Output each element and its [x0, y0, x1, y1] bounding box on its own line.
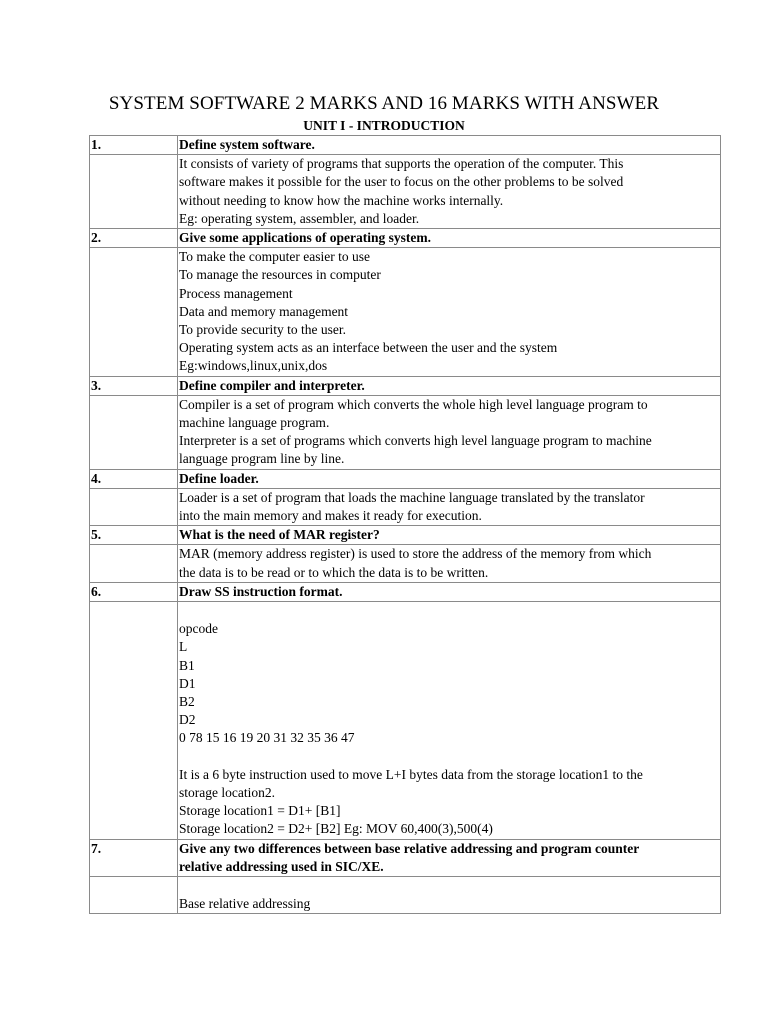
- question-text: Define loader.: [178, 469, 721, 488]
- answer-cell: [178, 602, 721, 840]
- answer-line: Process management: [179, 285, 293, 301]
- answer-line: To provide security to the user.: [179, 322, 347, 338]
- question-row: [90, 582, 721, 601]
- question-row: [90, 526, 721, 545]
- document-title: SYSTEM SOFTWARE 2 MARKS AND 16 MARKS WITH ANSWER: [108, 93, 660, 114]
- bit-positions: 0 78 15 16 19 20 31 32 35 36 47: [179, 730, 355, 746]
- answer-line: It is a 6 byte instruction used to move L+I bytes data from the storage location1 to the: [179, 766, 643, 782]
- answer-row: [90, 545, 721, 582]
- format-field: B1: [179, 657, 195, 673]
- question-line: relative addressing used in SIC/XE.: [179, 858, 384, 874]
- empty-number-cell: [90, 395, 178, 469]
- answer-line: into the main memory and makes it ready for execution.: [179, 508, 482, 524]
- question-number: 7.: [90, 839, 178, 876]
- question-text: [178, 839, 721, 876]
- answer-line: Operating system acts as an interface between the user and the system: [179, 340, 558, 356]
- qa-table: [89, 135, 721, 914]
- question-text: Give some applications of operating system.: [178, 229, 721, 248]
- answer-line: Base relative addressing: [179, 896, 311, 912]
- answer-line: machine language program.: [179, 415, 330, 431]
- answer-line: Interpreter is a set of programs which converts high level language program to machine: [179, 433, 652, 449]
- question-number: 2.: [90, 229, 178, 248]
- question-row: [90, 839, 721, 876]
- question-row: [90, 376, 721, 395]
- answer-line: To manage the resources in computer: [179, 267, 381, 283]
- answer-line: Storage location2 = D2+ [B2] Eg: MOV 60,400(3),500(4): [179, 821, 493, 837]
- question-text: What is the need of MAR register?: [178, 526, 721, 545]
- format-field: D2: [179, 712, 196, 728]
- answer-line: Loader is a set of program that loads the machine language translated by the translator: [179, 489, 645, 505]
- answer-cell: [178, 248, 721, 376]
- answer-cell: [178, 488, 721, 525]
- blank-line: [179, 602, 719, 620]
- unit-title: UNIT I - INTRODUCTION: [303, 118, 465, 133]
- answer-cell: [178, 877, 721, 914]
- answer-cell: [178, 395, 721, 469]
- answer-line: storage location2.: [179, 785, 275, 801]
- question-text: Define system software.: [178, 136, 721, 155]
- question-text: Define compiler and interpreter.: [178, 376, 721, 395]
- answer-row: [90, 488, 721, 525]
- format-field: opcode: [179, 621, 218, 637]
- format-field: B2: [179, 694, 195, 710]
- question-number: 5.: [90, 526, 178, 545]
- answer-line: Storage location1 = D1+ [B1]: [179, 803, 341, 819]
- question-number: 1.: [90, 136, 178, 155]
- answer-line: the data is to be read or to which the data is to be written.: [179, 564, 489, 580]
- empty-number-cell: [90, 248, 178, 376]
- question-row: [90, 229, 721, 248]
- empty-number-cell: [90, 545, 178, 582]
- empty-number-cell: [90, 155, 178, 229]
- question-row: [90, 469, 721, 488]
- answer-line: Compiler is a set of program which converts the whole high level language program to: [179, 396, 648, 412]
- empty-number-cell: [90, 877, 178, 914]
- empty-number-cell: [90, 488, 178, 525]
- answer-line: Eg: operating system, assembler, and loader.: [179, 210, 420, 226]
- blank-line: [179, 748, 719, 766]
- answer-line: It consists of variety of programs that supports the operation of the computer. This: [179, 156, 624, 172]
- format-field: L: [179, 639, 188, 655]
- answer-line: without needing to know how the machine works internally.: [179, 192, 504, 208]
- question-number: 3.: [90, 376, 178, 395]
- empty-number-cell: [90, 602, 178, 840]
- format-field: D1: [179, 675, 196, 691]
- question-text: Draw SS instruction format.: [178, 582, 721, 601]
- answer-line: MAR (memory address register) is used to store the address of the memory from which: [179, 546, 652, 562]
- question-line: Give any two differences between base relative addressing and program counter: [179, 840, 640, 856]
- question-number: 6.: [90, 582, 178, 601]
- answer-line: Eg:windows,linux,unix,dos: [179, 358, 328, 374]
- answer-row: [90, 602, 721, 840]
- question-row: [90, 136, 721, 155]
- question-number: 4.: [90, 469, 178, 488]
- answer-row: [90, 248, 721, 376]
- answer-line: language program line by line.: [179, 451, 345, 467]
- answer-cell: [178, 545, 721, 582]
- answer-line: To make the computer easier to use: [179, 249, 370, 265]
- answer-row: [90, 877, 721, 914]
- answer-cell: [178, 155, 721, 229]
- blank-line: [179, 877, 719, 895]
- answer-row: [90, 395, 721, 469]
- answer-row: [90, 155, 721, 229]
- answer-line: software makes it possible for the user to focus on the other problems to be solved: [179, 174, 624, 190]
- answer-line: Data and memory management: [179, 303, 349, 319]
